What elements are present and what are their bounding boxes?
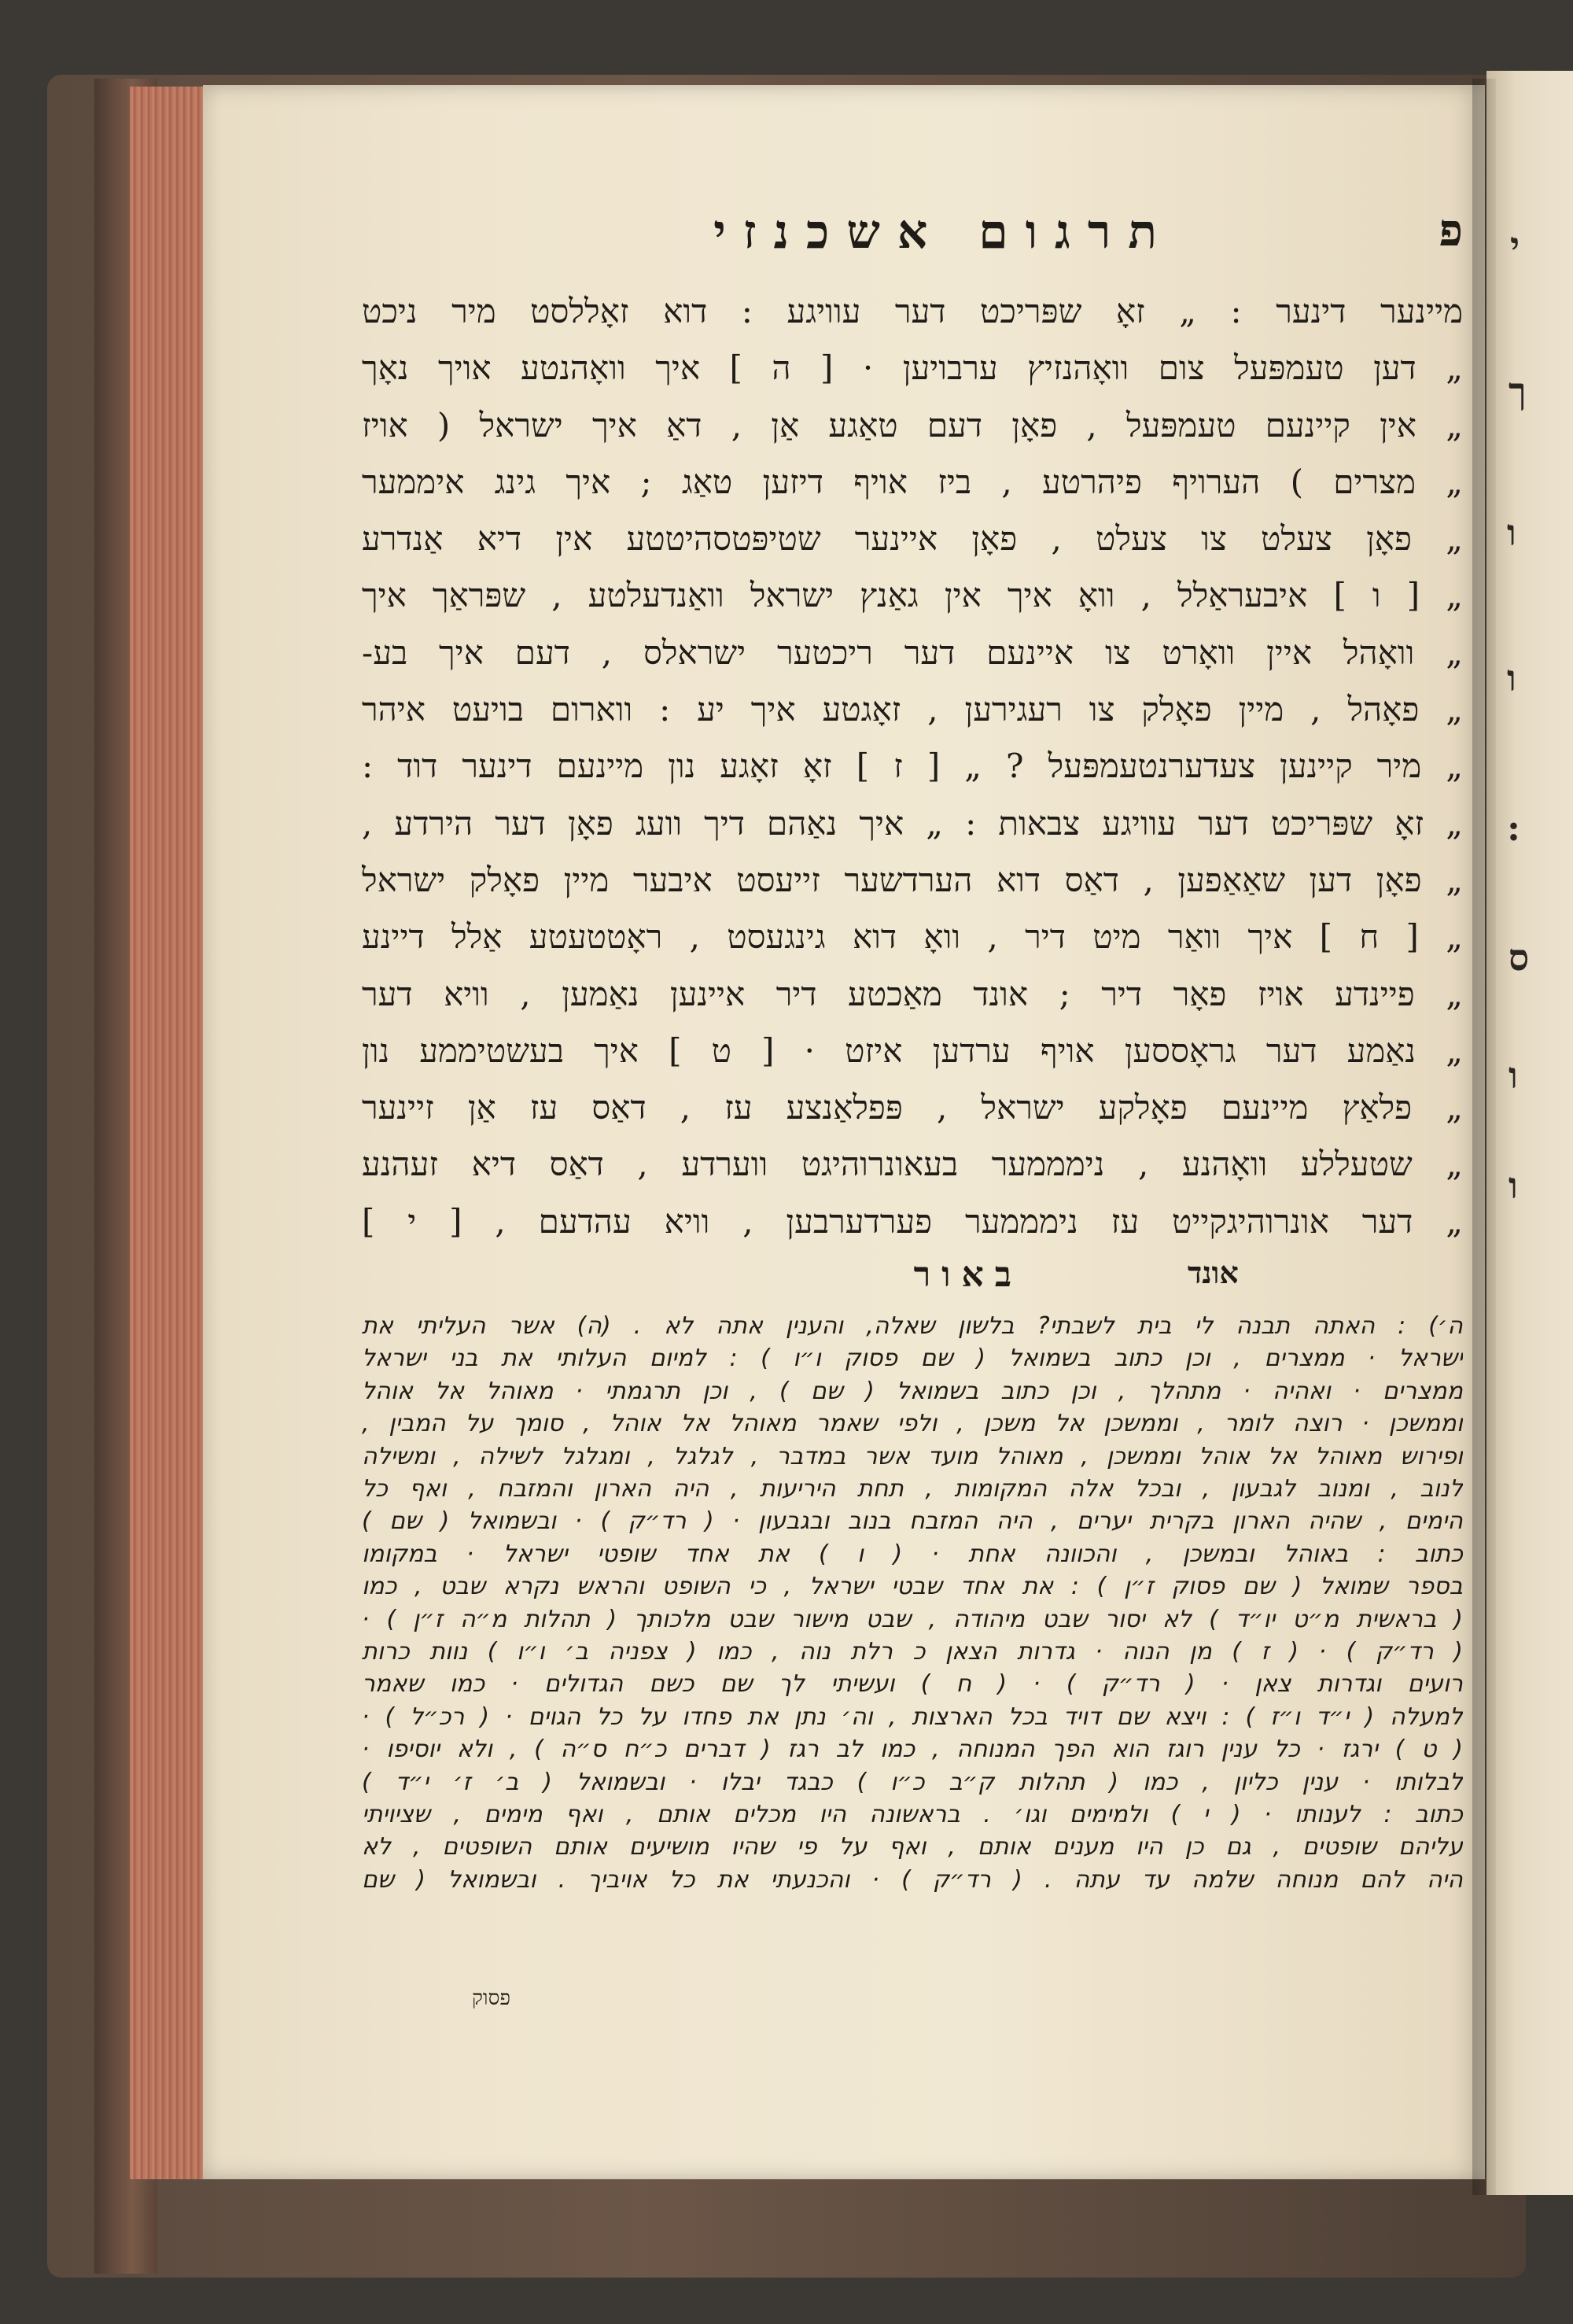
- page-gutter-shadow: [1472, 79, 1496, 2195]
- page-header: [362, 197, 1463, 283]
- text-line: „ פאָהל , מיין פאָלק צו רעגירען , זאָגטע איך יע : ווארום בויעט איהר: [362, 690, 1463, 729]
- bottom-catchword: פסוק: [472, 1986, 510, 2010]
- facing-page-mark: ו: [1507, 511, 1516, 554]
- facing-page-mark: :: [1507, 806, 1520, 849]
- commentary-line: כתוב : באוהל ובמשכן , והכוונה אחת · ( ו ) את אחד שופטי ישראל · במקומו: [362, 1540, 1463, 1568]
- text-line: „ פלאַץ מיינעם פאָלקע ישראל , פּפלאַנצע עז , דאַס עז אַן זיינער: [362, 1088, 1463, 1127]
- text-line: מיינער דינער : „ זאָ שפּריכט דער עוויגע : דוא זאָללסט מיר ניכט: [362, 292, 1463, 330]
- commentary-line: ה׳) : האתה תבנה לי בית לשבתי? בלשון שאלה, והענין אתה לא . (ה) אשר העליתי את: [362, 1312, 1463, 1341]
- commentary-line: ( רד״ק ) · ( ז ) מן הנוה · גדרות הצאן כ רלת נוה , כמו ( צפניה ב׳ ו״ו ) נוות כרות: [362, 1637, 1463, 1666]
- commentary-line: ( בראשית מ״ט יו״ד ) לא יסור שבט מיהודה , שבט מישור שבט מלכותך ( תהלות מ״ה ז״ן ) ·: [362, 1605, 1463, 1633]
- commentary-line: לנוב , ומנוב לגבעון , ובכל אלה המקומות , תחת היריעות , היה הארון והמזבח , ואף כל: [362, 1475, 1463, 1503]
- commentary-line: למעלה ( י״ד ו״ז ) : ויצא שם דויד בכל הארצות , וה׳ נתן את פחדו על כל הגוים · ( רכ״ל ) ·: [362, 1702, 1463, 1731]
- running-title: תרגום אשכנזי: [713, 205, 1174, 260]
- text-line: „ מיר קיינען צעדערנטעמפּעל ? „ [ ז ] זאָ זאָגע נון מיינעם דינער דוד :: [362, 747, 1463, 786]
- commentary-line: בספר שמואל ( שם פסוק ז״ן ) : את אחד שבטי ישראל , כי השופט והראש נקרא שבט , כמו: [362, 1573, 1463, 1601]
- text-line: „ פיינדע אויז פאָר דיר ; אונד מאַכטע דיר איינען נאַמען , וויא דער: [362, 974, 1463, 1013]
- page-edges: [130, 87, 206, 2179]
- commentary-heading-row: [362, 1255, 1463, 1304]
- commentary-line: היה להם מנוחה שלמה עד עתה . ( רד״ק ) · והכנעתי את כל אויביך . ובשמואל ( שם: [362, 1865, 1463, 1894]
- facing-page: [1486, 71, 1573, 2195]
- commentary-line: רועים וגדרות צאן · ( רד״ק ) · ( ח ) ועשיתי לך שם כשם הגדולים · כמו שאמר: [362, 1670, 1463, 1699]
- text-line: „ [ ו ] איבעראַלל , וואָ איך אין גאַנץ ישראל וואַנדעלטע , שפּראַך איך: [362, 576, 1463, 615]
- facing-page-mark: ו: [1509, 1054, 1518, 1097]
- commentary-line: ממצרים · ואהיה · מתהלך , וכן כתוב בשמואל ( שם ) , וכן תרגמתי · מאוהל אל אוהל: [362, 1377, 1463, 1405]
- text-line: „ פאָן צעלט צו צעלט , פאָן איינער שטיפּטסהיטטע אין דיא אַנדרע: [362, 519, 1463, 559]
- text-line: „ זאָ שפּריכט דער עוויגע צבאות : „ איך נאַהם דיך וועג פאָן דער הירדע ,: [362, 803, 1463, 843]
- translation-text: [362, 283, 1463, 1250]
- facing-page-mark: י: [1510, 224, 1520, 267]
- text-line: „ שטעללע וואָהנע , נימממער בעאונרוהיגט ווערדע , דאַס דיא זעהנע: [362, 1145, 1463, 1184]
- text-line: „ מצרים ) הערויף פיהרטע , ביז אויף דיזען טאַג ; איך גינג איממער: [362, 462, 1463, 501]
- text-line: „ [ ח ] איך וואַר מיט דיר , וואָ דוא גינגעסט , ראָטטעטע אַלל דיינע: [362, 917, 1463, 957]
- text-line: „ דער אונרוהיגקייט עז נימממער פערדערבען , וויא עהדעם , [ י ]: [362, 1201, 1463, 1241]
- facing-page-mark: ו: [1509, 1164, 1518, 1207]
- text-line: „ דען טעמפּעל צום וואָהנזיץ ערבויען · [ ה ] איך וואָהנטע אויך נאָך: [362, 349, 1463, 388]
- text-line: „ וואָהל איין וואָרט צו איינעם דער ריכטער ישראלס , דעם איך בע-: [362, 633, 1463, 672]
- facing-page-mark: ס: [1509, 936, 1530, 979]
- commentary-line: הימים , שהיה הארון בקרית יערים , היה המזבח בנוב ובגבעון · ( רד״ק ) · ובשמואל ( שם ): [362, 1507, 1463, 1536]
- commentary-line: וממשכן · רוצה לומר , וממשכן אל משכן , ולפי שאמר מאוהל אל אוהל , סומך על המבין ,: [362, 1410, 1463, 1438]
- text-line: „ נאַמע דער גראָססען אויף ערדען איזט · [ ט ] איך בעשטיממע נון: [362, 1031, 1463, 1070]
- facing-page-mark: ו: [1507, 657, 1516, 699]
- commentary-line: ופירוש מאוהל אל אוהל וממשכן , מאוהל מועד אשר במדבר , לגלגל , ומגלגל לשילה , ומשילה: [362, 1442, 1463, 1470]
- catchword: אונד: [1188, 1255, 1239, 1291]
- text-line: „ פאָן דען שאַאַפען , דאַס דוא הערדשער זייעסט איבער מיין פאָלק ישראל: [362, 860, 1463, 899]
- facing-page-mark: ך: [1509, 370, 1527, 412]
- page-content: [362, 197, 1463, 1896]
- commentary-line: לבלותו · ענין כליון , כמו ( תהלות ק״ב כ״ו ) כבגד יבלו · ובשמואל ( ב׳ ז׳ י״ד ): [362, 1768, 1463, 1796]
- commentary-line: כתוב : לענותו · ( י ) ולמימים וגו׳ . בראשונה היו מכלים אותם , ואף מימים , שציויתי: [362, 1800, 1463, 1828]
- commentary-text: [362, 1310, 1463, 1896]
- page-number: פ: [1439, 205, 1463, 256]
- commentary-line: ישראל · ממצרים , וכן כתוב בשמואל ( שם פסוק ו״ו ) : למיום העלותי את בני ישראל: [362, 1345, 1463, 1373]
- commentary-line: עליהם שופטים , גם כן היו מענים אותם , ואף על פי שהיו מושיעים אותם השופטים , לא: [362, 1833, 1463, 1861]
- commentary-heading: באור: [913, 1255, 1022, 1296]
- text-line: „ אין קיינעם טעמפּעל , פאָן דעם טאַגע אַן , דאַ איך ישראל ( אויז: [362, 405, 1463, 445]
- commentary-line: ( ט ) ירגז · כל ענין רוגז הוא הפך המנוחה , כמו לב רגז ( דברים כ״ח ס״ה ) , ולא יוסיפו ·: [362, 1736, 1463, 1764]
